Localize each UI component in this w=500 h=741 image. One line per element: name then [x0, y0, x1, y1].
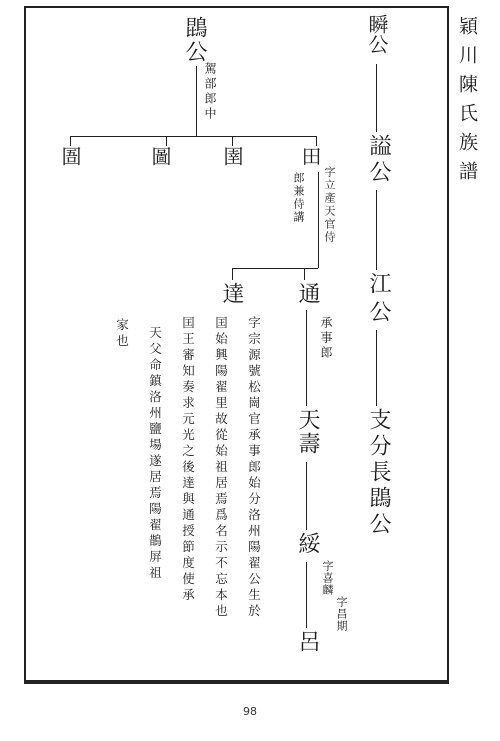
lineage-line-2 [376, 190, 377, 270]
son-drop-4 [316, 136, 317, 146]
da-note: 字宗源號松崗官承事郎始分洛州陽翟公生於 [246, 316, 262, 620]
son-drop-3 [232, 136, 233, 146]
page-number: 98 [243, 705, 257, 718]
lineage-line-3 [376, 330, 377, 406]
lineage-ancestor-2: 謚公 [366, 134, 391, 186]
branch-head: 鵾公 [182, 16, 207, 64]
lineage-ancestor-3: 江公 [366, 272, 391, 328]
member-tianshou: 天壽 [295, 408, 320, 456]
member-da: 達 [219, 282, 244, 304]
page-frame [24, 6, 449, 684]
son-2: 圖 [148, 146, 172, 166]
tong-line [306, 310, 307, 406]
sui-line [306, 562, 307, 628]
member-lu: 呂 [295, 630, 320, 652]
bio-column-1: 囯始興陽翟里故從始祖居焉爲名示不忘本也 [213, 316, 229, 620]
member-sui: 綏 [295, 532, 320, 554]
bio-column-4: 家也 [114, 318, 130, 350]
son-3: 圉 [220, 146, 244, 166]
lineage-ancestor-1: 瞬公 [365, 14, 389, 54]
tianshou-line [306, 462, 307, 530]
sui-note: 字喜麟 [321, 560, 334, 596]
frame-right-rule [447, 6, 449, 682]
branch-stem [196, 66, 197, 136]
tian-note-1: 字立產天官侍 [323, 166, 336, 244]
son-drop-2 [166, 136, 167, 146]
sons-bar [70, 136, 317, 137]
member-tong: 通 [295, 282, 320, 304]
branch-head-note: 駕部郎中 [203, 62, 217, 122]
tong-note: 承事郎 [319, 316, 333, 361]
son-1: 圄 [58, 146, 82, 166]
da-drop [232, 268, 233, 280]
son-4: 田 [298, 146, 322, 166]
bio-column-2: 囯王審知奏求元光之後達與通授節度使承 [180, 316, 196, 604]
tian-stem [318, 172, 319, 268]
tong-drop [304, 268, 305, 280]
frame-bottom-rule [24, 680, 449, 682]
bio-column-3: 天父命鎮洛州鹽場遂居焉陽翟鵲屏祖 [147, 326, 163, 582]
children-bar [232, 268, 318, 269]
side-title: 穎川陳氏族譜 [456, 16, 478, 190]
son-drop-1 [70, 136, 71, 146]
lu-note: 字昌期 [335, 596, 348, 632]
tian-note-2: 郎兼侍講 [292, 172, 305, 224]
lineage-line-1 [376, 64, 377, 132]
lineage-ancestor-4: 支分長鵾公 [366, 408, 391, 538]
